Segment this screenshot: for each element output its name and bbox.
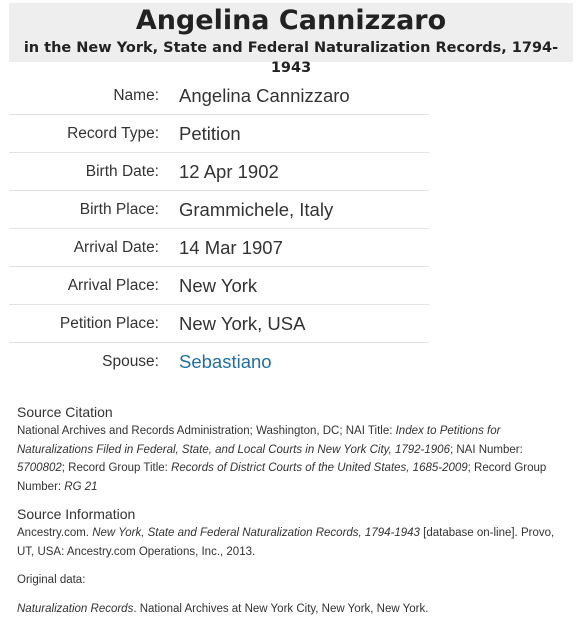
citation-text: ; Record Group Number: [17,462,547,493]
field-value: 12 Apr 1902 [179,160,279,182]
original-data-rest: . National Archives at New York City, New York, New York. [133,602,429,615]
source-citation-heading: Source Citation [17,404,113,420]
field-row-petition-place [9,305,429,343]
field-value: Angelina Cannizzaro [179,84,350,106]
field-value: Grammichele, Italy [179,198,334,220]
citation-text: ; NAI Number: [449,443,523,456]
field-label: Birth Place: [79,200,159,218]
field-row-birth-date [9,153,429,191]
record-fields-table [9,77,429,381]
citation-nai-number: 5700802 [17,462,62,474]
source-info-text: Ancestry.com. [17,527,93,539]
record-header [9,3,573,76]
citation-record-group-number: RG 21 [64,480,98,493]
field-value: Petition [179,122,241,144]
original-data-text [17,600,567,619]
field-value: New York [179,274,258,296]
field-row-birth-place [9,191,429,229]
field-label: Arrival Date: [73,238,159,256]
field-label: Spouse: [102,353,159,370]
field-row-spouse [9,343,429,381]
field-label: Name: [113,86,159,104]
field-value: 14 Mar 1907 [179,236,283,258]
source-info-db-title: New York, State and Federal Naturalization Records, 1794-1943 [92,527,420,539]
citation-record-group-title: Records of District Courts of the United States, 1685-2009 [171,462,468,474]
citation-text: National Archives and Records Administration; Washington, DC; NAI Title: [17,425,396,437]
source-information-text [17,524,567,561]
citation-text: ; Record Group Title: [61,462,172,474]
citation-nai-title: Index to Petitions for Naturalizations Filed in Federal, State, and Local Courts in New York City, 1792-1906 [17,425,501,456]
field-row-record-type [9,115,429,153]
spacer [17,561,567,571]
field-label: Record Type: [67,124,159,142]
spacer [17,590,567,600]
source-info-text: [database on-line]. Provo, UT, USA: Ancestry.com Operations, Inc., 2013. [17,527,555,558]
source-information-heading: Source Information [17,506,136,522]
spouse-link[interactable]: Sebastiano [179,351,272,372]
field-label: Arrival Place: [67,276,159,294]
source-section [17,402,567,618]
field-row-arrival-place [9,267,429,305]
field-row-arrival-date [9,229,429,267]
field-row-name [9,77,429,115]
source-citation-text [17,422,567,496]
field-label: Birth Date: [85,162,159,180]
spacer [17,496,567,504]
original-data-title: Naturalization Records [17,602,134,615]
collection-title: in the New York, State and Federal Naturalization Records, 1794-1943 [23,40,559,76]
original-data-label: Original data: [17,574,86,586]
person-name-title: Angelina Cannizzaro [135,5,447,36]
field-value: New York, USA [179,312,306,334]
field-label: Petition Place: [59,314,159,332]
